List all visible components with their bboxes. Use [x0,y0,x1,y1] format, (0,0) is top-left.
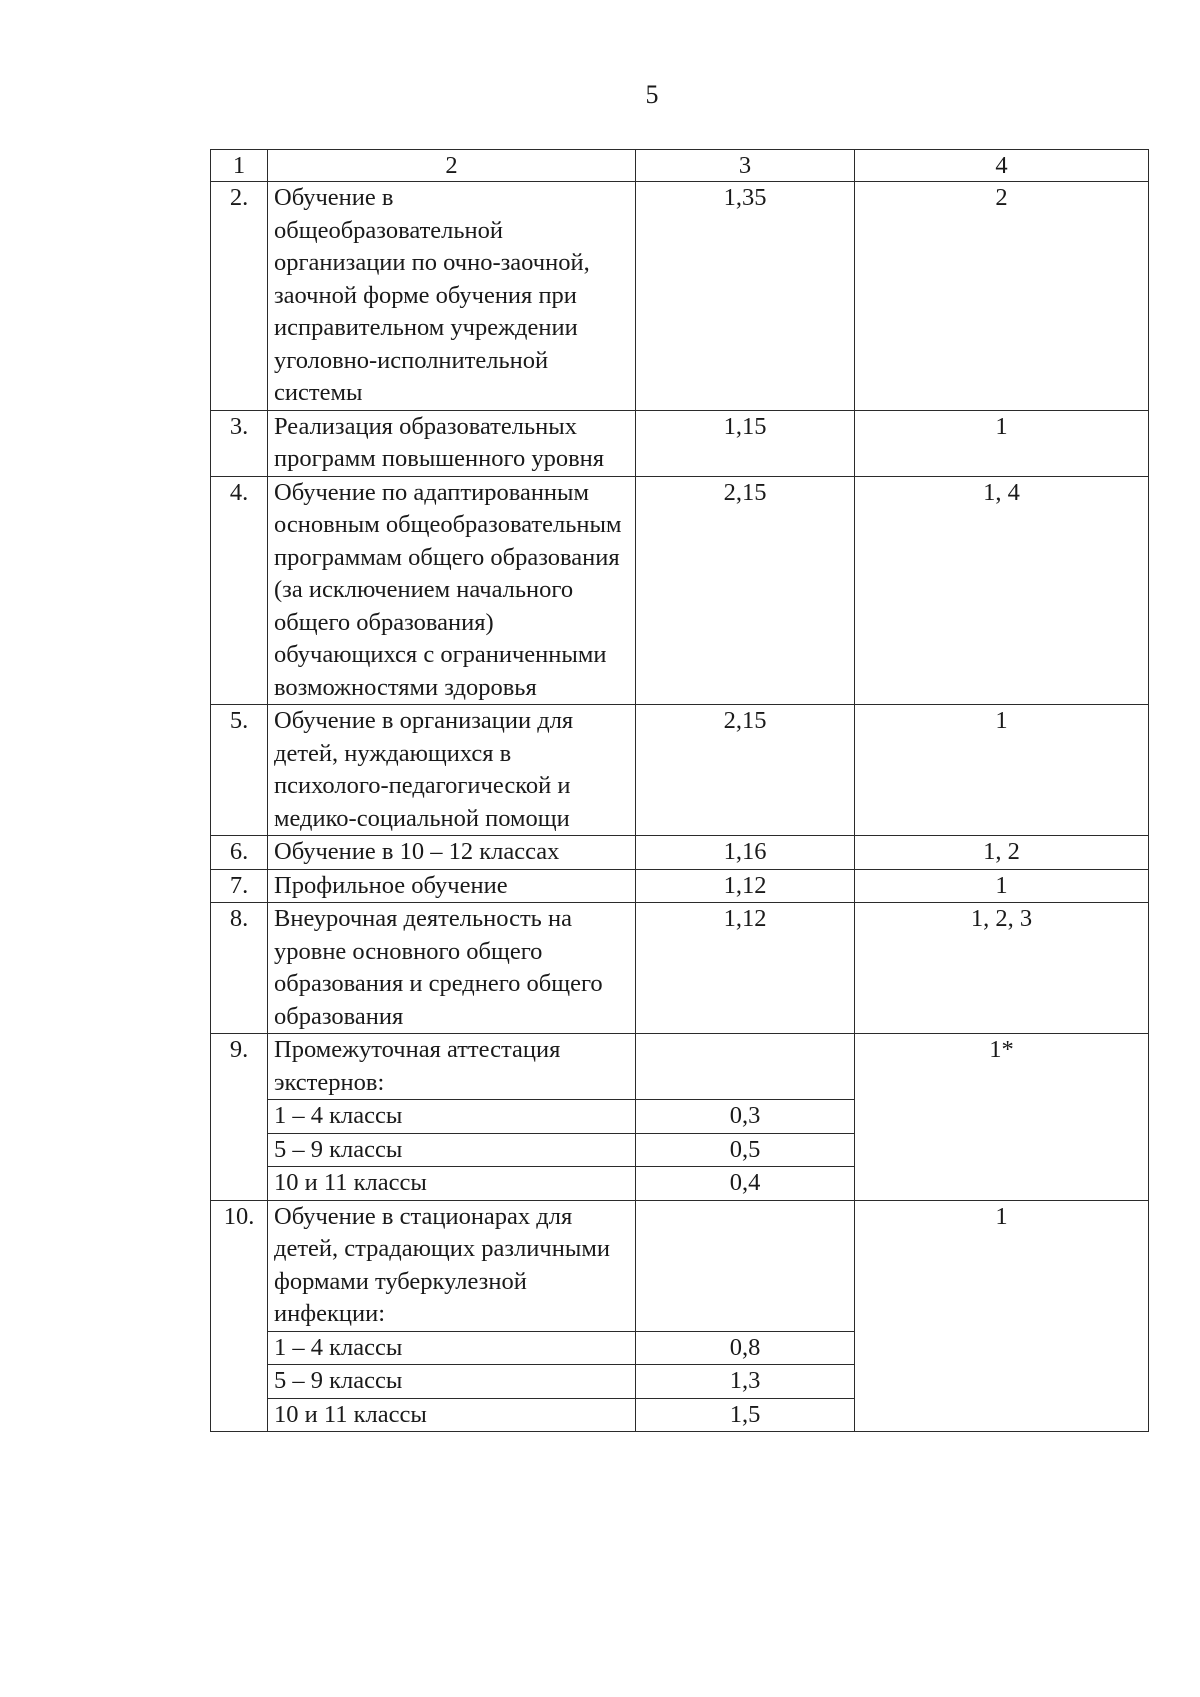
header-cell: 4 [855,150,1149,182]
row-coefficient: 1,12 [636,869,855,903]
row-note: 1, 2, 3 [855,903,1149,1034]
row-coefficient: 2,15 [636,476,855,705]
subrow-coefficient: 1,5 [636,1398,855,1432]
table-row [211,410,1149,476]
row-number: 4. [211,476,268,705]
row-coefficient: 2,15 [636,705,855,836]
row-number: 2. [211,182,268,411]
row-number: 6. [211,836,268,870]
row-note: 2 [855,182,1149,411]
row-number: 3. [211,410,268,476]
coefficients-table [210,149,1149,1432]
table-row [211,903,1149,1034]
subrow-coefficient: 0,5 [636,1133,855,1167]
header-cell: 3 [636,150,855,182]
row-note: 1 [855,1200,1149,1432]
row-description: Профильное обучение [268,869,636,903]
subrow-label: 10 и 11 классы [268,1167,636,1201]
row-note: 1 [855,410,1149,476]
table-row [211,1200,1149,1331]
table-row [211,476,1149,705]
row-number: 7. [211,869,268,903]
table-row [211,1034,1149,1100]
row-description: Обучение по адаптированным основным общеобразовательным программам общего образования (за исключением начального общего образования) обучающихся с ограниченными возможностями здоровья [268,476,636,705]
subrow-coefficient: 0,8 [636,1331,855,1365]
row-note: 1 [855,869,1149,903]
row-coefficient-empty [636,1200,855,1331]
row-description: Обучение в 10 – 12 классах [268,836,636,870]
subrow-label: 1 – 4 классы [268,1331,636,1365]
row-number: 8. [211,903,268,1034]
row-coefficient: 1,35 [636,182,855,411]
subrow-coefficient: 0,3 [636,1100,855,1134]
row-description: Внеурочная деятельность на уровне основного общего образования и среднего общего образования [268,903,636,1034]
subrow-label: 5 – 9 классы [268,1133,636,1167]
row-note: 1* [855,1034,1149,1201]
subrow-coefficient: 1,3 [636,1365,855,1399]
row-description: Реализация образовательных программ повышенного уровня [268,410,636,476]
row-description: Промежуточная аттестация экстернов: [268,1034,636,1100]
row-coefficient: 1,16 [636,836,855,870]
table-row [211,836,1149,870]
table-header-row [211,150,1149,182]
row-coefficient-empty [636,1034,855,1100]
row-description: Обучение в организации для детей, нуждающихся в психолого-педагогической и медико-социальной помощи [268,705,636,836]
subrow-label: 1 – 4 классы [268,1100,636,1134]
row-note: 1, 2 [855,836,1149,870]
header-cell: 1 [211,150,268,182]
row-number: 5. [211,705,268,836]
row-description: Обучение в общеобразовательной организации по очно-заочной, заочной форме обучения при исправительном учреждении уголовно-исполнительной системы [268,182,636,411]
page-number: 5 [645,80,659,109]
table-row [211,869,1149,903]
row-number: 10. [211,1200,268,1432]
row-coefficient: 1,12 [636,903,855,1034]
row-description: Обучение в стационарах для детей, страдающих различными формами туберкулезной инфекции: [268,1200,636,1331]
row-number: 9. [211,1034,268,1201]
subrow-label: 10 и 11 классы [268,1398,636,1432]
subrow-label: 5 – 9 классы [268,1365,636,1399]
table-row [211,182,1149,411]
header-cell: 2 [268,150,636,182]
subrow-coefficient: 0,4 [636,1167,855,1201]
row-note: 1, 4 [855,476,1149,705]
table-row [211,705,1149,836]
row-coefficient: 1,15 [636,410,855,476]
row-note: 1 [855,705,1149,836]
